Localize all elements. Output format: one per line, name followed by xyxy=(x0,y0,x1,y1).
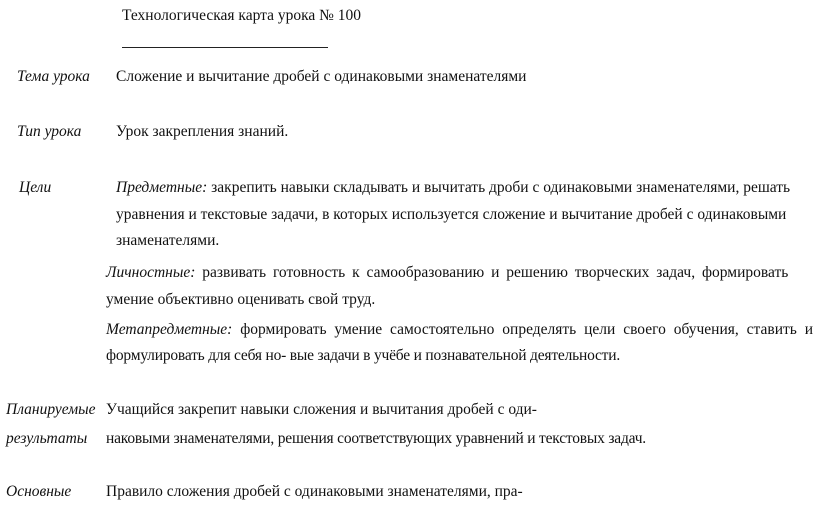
basic-label: Основные xyxy=(6,483,72,500)
basic-line1: Правило сложения дробей с одинаковыми знаменателями, пра- xyxy=(106,483,523,500)
topic-label: Тема урока xyxy=(17,68,90,85)
goals-subject-line3: знаменателями. xyxy=(116,232,220,249)
goals-personal-line2: умение объективно оценивать свой труд. xyxy=(106,291,376,308)
goals-subject-label: Предметные: xyxy=(116,179,208,196)
goals-meta-text1: формировать умение самостоятельно определять цели своего обучения, ставить и xyxy=(240,321,814,338)
goals-personal-line1 xyxy=(106,263,788,283)
goals-subject-line1 xyxy=(116,178,790,198)
type-value: Урок закрепления знаний. xyxy=(116,123,289,140)
results-line1: Учащийся закрепит навыки сложения и вычитания дробей с оди- xyxy=(106,401,537,418)
results-label-line2: результаты xyxy=(6,430,88,447)
goals-label: Цели xyxy=(19,179,52,196)
type-label: Тип урока xyxy=(17,123,82,140)
goals-personal-label: Личностные: xyxy=(106,264,196,281)
goals-personal-text1: развивать готовность к самообразованию и решению творческих задач, формировать xyxy=(202,264,789,281)
results-line2: наковыми знаменателями, решения соответствующих уравнений и текстовых задач. xyxy=(106,430,646,447)
goals-meta-line2: формулировать для себя но- вые задачи в учёбе и познавательной деятельности. xyxy=(106,347,621,364)
results-label-line1: Планируемые xyxy=(6,401,96,418)
goals-meta-line1 xyxy=(106,320,813,340)
goals-subject-text1: закрепить навыки складывать и вычитать дроби с одинаковыми знаменателями, решать xyxy=(211,179,791,196)
title-underline xyxy=(122,47,328,48)
goals-meta-label: Метапредметные: xyxy=(106,321,233,338)
topic-value: Сложение и вычитание дробей с одинаковыми знаменателями xyxy=(116,68,527,85)
page-title: Технологическая карта урока № 100 xyxy=(122,7,362,24)
goals-subject-line2: уравнения и текстовые задачи, в которых используется сложение и вычитание дробей с одинаковыми xyxy=(116,206,787,223)
